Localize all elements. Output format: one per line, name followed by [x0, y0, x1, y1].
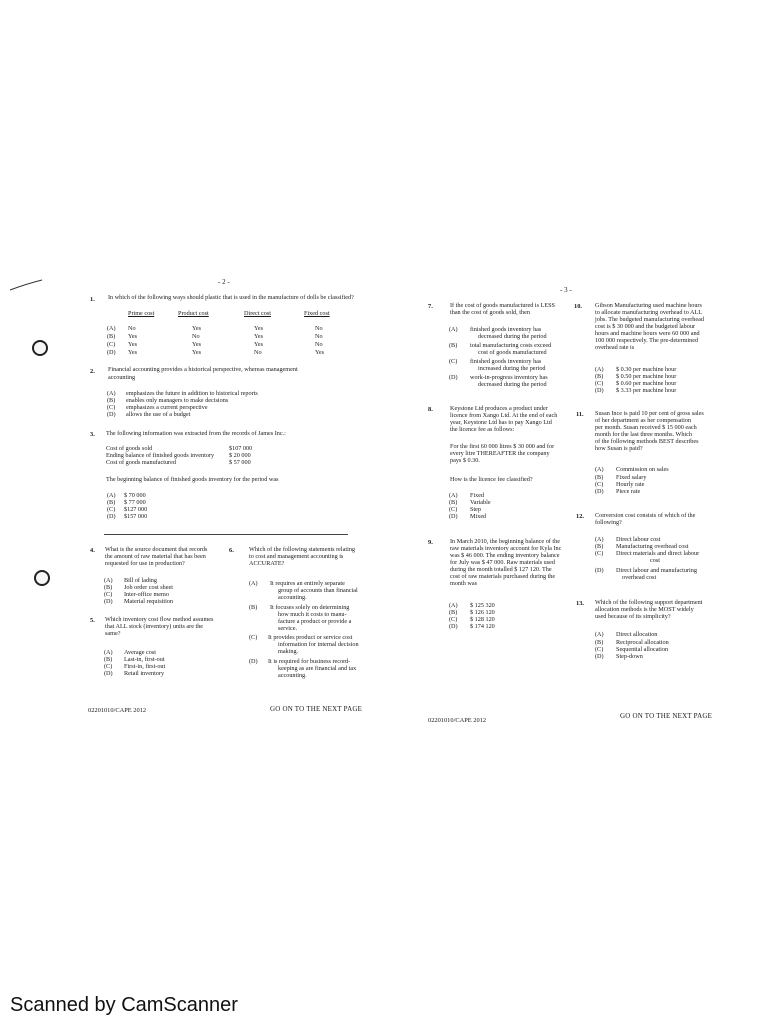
question-number: 3.	[90, 431, 95, 438]
option-text: accounting.	[278, 672, 307, 679]
question-text: per month. Susan received $ 15 000 each	[595, 424, 697, 431]
data-label: Cost of goods sold	[106, 445, 153, 452]
option-text: Piece rate	[616, 488, 641, 495]
question-text: For the first 60 000 litres $ 30 000 and for	[450, 443, 555, 450]
option-label: (D)	[107, 349, 116, 356]
option-label: (B)	[595, 373, 604, 380]
question-text: Financial accounting provides a historical perspective, whereas management	[108, 366, 298, 373]
option-label: (D)	[595, 387, 604, 394]
option-text: how much it costs to manu-	[278, 611, 347, 618]
option-text: work-in-progress inventory has	[470, 374, 548, 381]
table-cell: Yes	[254, 333, 264, 340]
question-text: 100 000 respectively. The pre-determined	[595, 337, 699, 344]
question-text: Gibson Manufacturing used machine hours	[595, 302, 702, 309]
question-text: that ALL stock (inventory) units are the	[105, 623, 204, 630]
option-text: Commission on sales	[616, 466, 669, 473]
option-label: (C)	[104, 591, 113, 598]
question-text: Keystone Ltd produces a product under	[450, 405, 548, 412]
option-text: accounting.	[278, 594, 307, 601]
question-number: 8.	[428, 406, 433, 413]
option-label: (A)	[107, 390, 116, 397]
option-label: (C)	[595, 481, 604, 488]
page-number-right: - 3 -	[560, 286, 572, 294]
question-text: jobs. The budgeted manufacturing overhead	[595, 316, 704, 323]
option-label: (B)	[595, 639, 604, 646]
question-text: pays $ 0.30.	[450, 457, 480, 464]
option-text: overhead cost	[622, 574, 657, 581]
question-text: during the month totalled $ 127 120. The	[450, 566, 552, 573]
option-text: Fixed	[470, 492, 485, 499]
question-text: hours and machine hours were 60 000 and	[595, 330, 700, 337]
question-number: 7.	[428, 303, 433, 310]
option-text: Bill of lading	[124, 577, 157, 584]
table-cell: Yes	[192, 349, 202, 356]
option-text: $ 128 120	[470, 616, 495, 623]
option-label: (A)	[595, 536, 604, 543]
page-number-left: - 2 -	[218, 278, 230, 286]
option-text: $ 70 000	[124, 492, 146, 499]
question-text: for July was $ 47 000. Raw materials used	[450, 559, 555, 566]
question-text: In which of the following ways should plastic that is used in the manufacture of dolls be classified?	[108, 294, 354, 301]
option-label: (A)	[449, 326, 458, 333]
data-label: Cost of goods manufactured	[106, 459, 176, 466]
option-text: allows the use of a budget	[126, 411, 191, 418]
option-text: $ 125 320	[470, 602, 495, 609]
option-label: (C)	[449, 616, 458, 623]
data-value: $ 57 000	[229, 459, 251, 466]
question-text: of her department as her compensation	[595, 417, 692, 424]
option-label: (C)	[107, 506, 116, 513]
table-header: Direct cost	[244, 310, 271, 317]
question-text: the amount of raw material that has been	[105, 553, 206, 560]
option-label: (B)	[107, 333, 116, 340]
question-text: allocation methods is the MOST widely	[595, 606, 694, 613]
question-number: 1.	[90, 296, 95, 303]
question-number: 10.	[574, 303, 582, 310]
question-number: 4.	[90, 547, 95, 554]
question-text: The beginning balance of finished goods inventory for the period was	[106, 476, 279, 483]
option-text: Manufacturing overhead cost	[616, 543, 689, 550]
question-number: 6.	[229, 547, 234, 554]
scanner-watermark: Scanned by CamScanner	[10, 994, 238, 1016]
option-text: group of accounts than financial	[278, 587, 358, 594]
question-text: The following information was extracted from the records of James Inc.:	[106, 430, 286, 437]
question-text: Conversion cost consists of which of the	[595, 512, 696, 519]
question-text: Which inventory cost flow method assumes	[105, 616, 214, 623]
table-cell: Yes	[128, 341, 138, 348]
option-label: (A)	[104, 649, 113, 656]
question-text: year, Keystone Ltd has to pay Xango Ltd	[450, 419, 552, 426]
question-text: Susan Ince is paid 10 per cent of gross sales	[595, 410, 704, 417]
section-divider	[104, 534, 348, 535]
option-text: Last-in, first-out	[124, 656, 165, 663]
option-label: (D)	[449, 623, 458, 630]
question-text: How is the licence fee classified?	[450, 476, 533, 483]
option-text: making.	[278, 648, 299, 655]
option-text: First-in, first-out	[124, 663, 166, 670]
option-label: (A)	[449, 602, 458, 609]
option-text: service.	[278, 625, 298, 632]
table-cell: No	[315, 333, 323, 340]
question-text: accounting	[108, 374, 136, 381]
option-text: increased during the period	[478, 365, 546, 372]
question-text: to allocate manufacturing overhead to ALL	[595, 309, 703, 316]
option-label: (B)	[107, 397, 116, 404]
option-label: (B)	[249, 604, 258, 611]
option-text: $ 0.50 per machine hour	[616, 373, 677, 380]
option-label: (C)	[107, 404, 116, 411]
option-text: $ 0.30 per machine hour	[616, 366, 677, 373]
option-text: emphasizes the future in addition to historical reports	[126, 390, 258, 397]
question-text: how Susan is paid?	[595, 445, 643, 452]
question-text: overhead rate is	[595, 344, 635, 351]
next-page-notice: GO ON TO THE NEXT PAGE	[620, 712, 713, 720]
question-number: 13.	[576, 600, 584, 607]
option-text: It is required for business record-	[268, 658, 351, 665]
option-text: Step-down	[616, 653, 643, 660]
option-text: Variable	[470, 499, 491, 506]
question-text: was $ 46 000. The ending inventory balance	[450, 552, 560, 559]
option-label: (C)	[449, 506, 458, 513]
question-number: 12.	[576, 513, 584, 520]
option-text: $ 0.60 per machine hour	[616, 380, 677, 387]
question-text: ACCURATE?	[249, 560, 285, 567]
option-label: (A)	[104, 577, 113, 584]
question-text: cost of raw materials purchased during the	[450, 573, 556, 580]
question-text: to cost and management accounting is	[249, 553, 344, 560]
option-label: (B)	[449, 342, 458, 349]
question-text: used because of its simplicity?	[595, 613, 671, 620]
punch-hole-bottom	[34, 570, 50, 586]
question-text: the licence fee as follows:	[450, 426, 515, 433]
table-cell: Yes	[254, 325, 264, 332]
exam-code-footer: 02201010/CAPE 2012	[428, 717, 487, 724]
option-text: keeping as are financial and tax	[278, 665, 357, 672]
question-text: cost is $ 30 000 and the budgeted labour	[595, 323, 696, 330]
data-value: $ 20 000	[229, 452, 251, 459]
punch-hole-top	[32, 340, 48, 356]
option-text: facture a product or provide a	[278, 618, 352, 625]
option-label: (C)	[595, 550, 604, 557]
data-value: $107 000	[229, 445, 253, 452]
option-label: (B)	[595, 543, 604, 550]
option-text: $ 174 120	[470, 623, 495, 630]
option-text: Hourly rate	[616, 481, 645, 488]
question-text: month for the last three months. Which	[595, 431, 692, 438]
table-cell: No	[192, 333, 200, 340]
option-label: (A)	[595, 366, 604, 373]
option-label: (A)	[595, 466, 604, 473]
option-text: emphasizes a current perspective	[126, 404, 208, 411]
option-label: (C)	[595, 380, 604, 387]
option-text: Sequential allocation	[616, 646, 669, 653]
question-text: requested for use in production?	[105, 560, 185, 567]
option-label: (B)	[107, 499, 116, 506]
option-text: enables only managers to make decisions	[126, 397, 229, 404]
question-text: Which of the following support department	[595, 599, 703, 606]
option-text: total manufacturing costs exceed	[470, 342, 552, 349]
option-text: $157 000	[124, 513, 148, 520]
option-text: Fixed salary	[616, 474, 647, 481]
table-header: Fixed cost	[304, 310, 330, 317]
option-label: (A)	[107, 492, 116, 499]
option-text: It provides product or service cost	[268, 634, 353, 641]
option-label: (D)	[107, 513, 116, 520]
option-label: (A)	[107, 325, 116, 332]
option-text: Direct materials and direct labour	[616, 550, 700, 557]
question-text: following?	[595, 519, 622, 526]
option-text: finished goods inventory has	[470, 358, 542, 365]
option-text: Job order cost sheet	[124, 584, 173, 591]
question-text: licence from Xango Ltd. At the end of each	[450, 412, 558, 419]
table-cell: Yes	[192, 341, 202, 348]
table-cell: No	[315, 341, 323, 348]
option-label: (C)	[107, 341, 116, 348]
table-cell: Yes	[192, 325, 202, 332]
question-number: 2.	[90, 368, 95, 375]
option-label: (D)	[104, 670, 113, 677]
option-text: $127 000	[124, 506, 148, 513]
option-label: (B)	[104, 584, 113, 591]
question-text: In March 2010, the beginning balance of the	[450, 538, 560, 545]
question-text: month was	[450, 580, 477, 587]
table-cell: Yes	[128, 333, 138, 340]
table-cell: No	[315, 325, 323, 332]
table-header: Product cost	[178, 310, 209, 317]
option-text: Direct labour and manufacturing	[616, 567, 697, 574]
question-text: If the cost of goods manufactured is LESS	[450, 302, 555, 309]
option-label: (C)	[449, 358, 458, 365]
question-text: What is the source document that records	[105, 546, 208, 553]
question-number: 9.	[428, 539, 433, 546]
option-text: decreased during the period	[478, 333, 547, 340]
data-label: Ending balance of finished goods inventory	[106, 452, 215, 459]
option-label: (A)	[449, 492, 458, 499]
option-label: (D)	[595, 653, 604, 660]
option-label: (D)	[595, 488, 604, 495]
option-label: (C)	[249, 634, 258, 641]
question-text: raw materials inventory account for Kyla Inc	[450, 545, 562, 552]
option-text: cost of goods manufactured	[478, 349, 547, 356]
option-text: $ 3.33 per machine hour	[616, 387, 677, 394]
table-cell: No	[254, 349, 262, 356]
option-text: Retail inventory	[124, 670, 165, 677]
option-label: (B)	[449, 609, 458, 616]
option-text: Average cost	[124, 649, 157, 656]
table-header: Prime cost	[128, 310, 155, 317]
option-text: It requires an entirely separate	[270, 580, 345, 587]
option-text: $ 77 000	[124, 499, 146, 506]
exam-code-footer: 02201010/CAPE 2012	[88, 707, 147, 714]
option-text: Step	[470, 506, 482, 513]
table-cell: Yes	[254, 341, 264, 348]
question-text: than the cost of goods sold, then	[450, 309, 530, 316]
option-text: Inter-office memo	[124, 591, 169, 598]
option-label: (D)	[449, 513, 458, 520]
option-text: Direct labour cost	[616, 536, 661, 543]
question-text: same?	[105, 630, 121, 637]
option-label: (D)	[595, 567, 604, 574]
option-label: (D)	[104, 598, 113, 605]
next-page-notice: GO ON TO THE NEXT PAGE	[270, 705, 363, 713]
scan-mark	[8, 278, 44, 292]
option-text: $ 126 120	[470, 609, 495, 616]
option-label: (A)	[249, 580, 258, 587]
option-label: (D)	[449, 374, 458, 381]
table-cell: No	[128, 325, 136, 332]
question-text: every litre THEREAFTER the company	[450, 450, 550, 457]
question-text: of the following methods BEST describes	[595, 438, 699, 445]
option-text: Material requisition	[124, 598, 173, 605]
option-label: (A)	[595, 631, 604, 638]
option-text: decreased during the period	[478, 381, 547, 388]
option-text: information for internal decision	[278, 641, 359, 648]
question-text: Which of the following statements relating	[249, 546, 356, 553]
option-label: (D)	[249, 658, 258, 665]
question-number: 5.	[90, 617, 95, 624]
table-cell: Yes	[128, 349, 138, 356]
option-label: (B)	[595, 474, 604, 481]
question-number: 11.	[576, 411, 584, 418]
option-text: Direct allocation	[616, 631, 658, 638]
option-label: (B)	[449, 499, 458, 506]
option-label: (D)	[107, 411, 116, 418]
option-text: Mixed	[470, 513, 487, 520]
option-label: (C)	[595, 646, 604, 653]
option-text: cost	[650, 557, 660, 564]
option-text: Reciprocal allocation	[616, 639, 669, 646]
option-label: (C)	[104, 663, 113, 670]
option-text: finished goods inventory has	[470, 326, 542, 333]
table-cell: Yes	[315, 349, 325, 356]
option-text: It focuses solely on determining	[270, 604, 350, 611]
option-label: (B)	[104, 656, 113, 663]
